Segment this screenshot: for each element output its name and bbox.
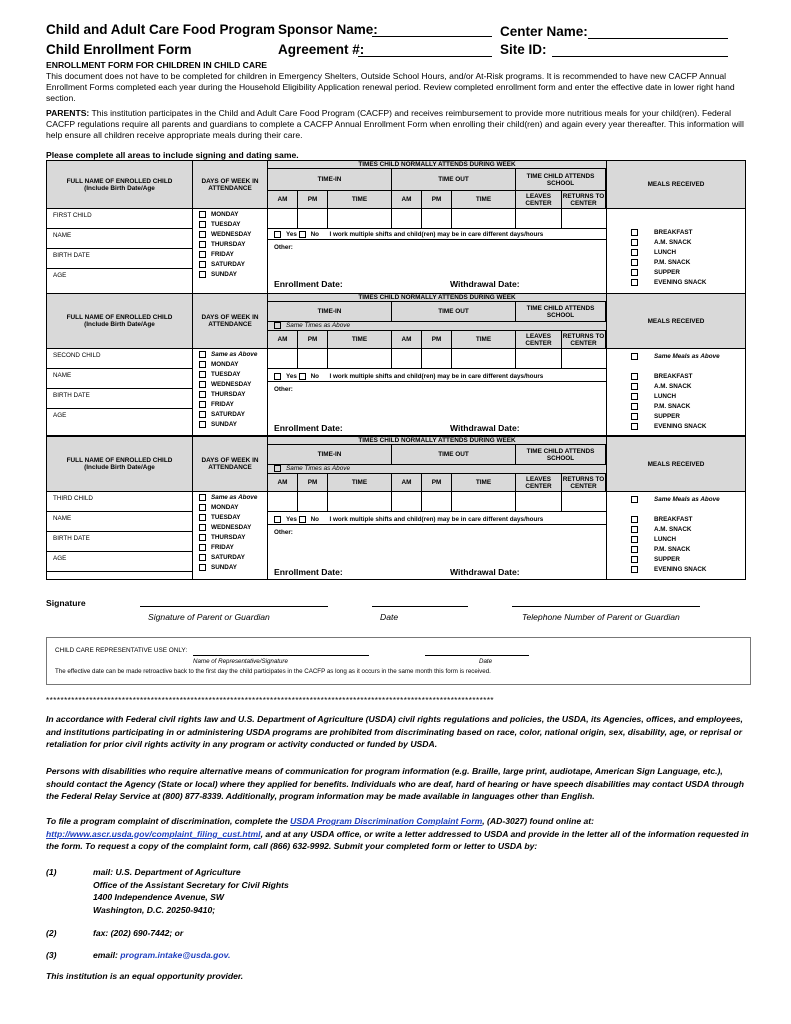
meal-breakfast[interactable]: BREAKFAST bbox=[631, 229, 692, 236]
checkbox[interactable] bbox=[631, 496, 638, 503]
pm-header: PM bbox=[422, 331, 452, 349]
withdrawal-date-label[interactable]: Withdrawal Date: bbox=[450, 279, 520, 289]
leaves-center-header: LEAVES CENTER bbox=[516, 331, 562, 349]
divider bbox=[268, 381, 606, 382]
signature-label: Signature bbox=[46, 598, 86, 608]
shift-row: Yes No I work multiple shifts and child(ren) may be in care different days/hours bbox=[274, 231, 543, 238]
leaves-center-header: LEAVES CENTER bbox=[516, 474, 562, 492]
time-in-am-cell[interactable] bbox=[268, 492, 298, 512]
meal-breakfast[interactable]: BREAKFAST bbox=[631, 516, 692, 523]
form-subtitle: ENROLLMENT FORM FOR CHILDREN IN CHILD CARE bbox=[46, 60, 268, 70]
checkbox[interactable] bbox=[199, 411, 206, 418]
day-wednesday[interactable]: WEDNESDAY bbox=[199, 381, 251, 388]
center-name-label: Center Name: bbox=[500, 24, 588, 39]
representative-box bbox=[46, 637, 751, 685]
day-friday[interactable]: FRIDAY bbox=[199, 544, 234, 551]
rep-date-caption: Date bbox=[479, 658, 493, 665]
agreement-field[interactable] bbox=[358, 42, 492, 57]
day-saturday[interactable]: SATURDAY bbox=[199, 261, 245, 268]
phone-line[interactable] bbox=[512, 594, 700, 607]
birth-date-field[interactable]: BIRTH DATE bbox=[47, 389, 192, 409]
time-in-header: TIME-IN bbox=[268, 445, 392, 465]
days-header: DAYS OF WEEK IN ATTENDANCE bbox=[193, 437, 268, 492]
time-in-cell[interactable] bbox=[328, 349, 392, 369]
time-in-cell[interactable] bbox=[328, 492, 392, 512]
checkbox[interactable] bbox=[199, 371, 206, 378]
checkbox[interactable] bbox=[199, 361, 206, 368]
time-out-cell[interactable] bbox=[452, 492, 516, 512]
checkbox[interactable] bbox=[199, 564, 206, 571]
shift-row: Yes No I work multiple shifts and child(ren) may be in care different days/hours bbox=[274, 516, 543, 523]
returns-center-header: RETURNS TO CENTER bbox=[562, 331, 606, 349]
enrollment-date-label[interactable]: Enrollment Date: bbox=[274, 567, 343, 577]
pm-header: PM bbox=[422, 191, 452, 209]
day-monday[interactable]: MONDAY bbox=[199, 504, 238, 511]
yes-checkbox[interactable] bbox=[274, 373, 281, 380]
time-in-cell[interactable] bbox=[328, 209, 392, 229]
returns-center-cell[interactable] bbox=[562, 492, 606, 512]
am-header: AM bbox=[268, 474, 298, 492]
time-out-header: TIME OUT bbox=[392, 302, 516, 322]
pm-header: PM bbox=[422, 474, 452, 492]
checkbox[interactable] bbox=[631, 403, 638, 410]
checkbox[interactable] bbox=[631, 413, 638, 420]
checkbox[interactable] bbox=[199, 391, 206, 398]
meal-lunch[interactable]: LUNCH bbox=[631, 536, 676, 543]
checkbox[interactable] bbox=[199, 421, 206, 428]
meal-same-as-above[interactable]: Same Meals as Above bbox=[631, 353, 720, 360]
day-thursday[interactable]: THURSDAY bbox=[199, 534, 245, 541]
checkbox[interactable] bbox=[631, 423, 638, 430]
school-header: TIME CHILD ATTENDS SCHOOL bbox=[516, 445, 606, 465]
checkbox[interactable] bbox=[199, 504, 206, 511]
checkbox[interactable] bbox=[199, 554, 206, 561]
meals-header: MEALS RECEIVED bbox=[606, 437, 745, 492]
sponsor-name-field[interactable] bbox=[372, 22, 492, 37]
times-attends-header: TIMES CHILD NORMALLY ATTENDS DURING WEEK bbox=[268, 294, 606, 302]
day-wednesday[interactable]: WEDNESDAY bbox=[199, 524, 251, 531]
meal-am-snack[interactable]: A.M. SNACK bbox=[631, 526, 691, 533]
form-title: Child Enrollment Form bbox=[46, 42, 192, 57]
same-times-row[interactable]: Same Times as Above bbox=[268, 465, 606, 474]
checkbox[interactable] bbox=[631, 516, 638, 523]
withdrawal-date-label[interactable]: Withdrawal Date: bbox=[450, 423, 520, 433]
pm-header: PM bbox=[298, 331, 328, 349]
pm-header: PM bbox=[298, 474, 328, 492]
checkbox[interactable] bbox=[631, 536, 638, 543]
email-line: email: program.intake@usda.gov. bbox=[93, 950, 231, 960]
rep-note: The effective date can be made retroactive back to the first day the child participates in the CACFP as long as it occurs in the same month this form is received. bbox=[55, 668, 491, 675]
time-out-cell[interactable] bbox=[452, 349, 516, 369]
time-in-pm-cell[interactable] bbox=[298, 349, 328, 369]
time-in-pm-cell[interactable] bbox=[298, 492, 328, 512]
complaint-url-link[interactable]: http://www.ascr.usda.gov/complaint_filing_cust.html bbox=[46, 828, 261, 839]
checkbox[interactable] bbox=[631, 353, 638, 360]
day-monday[interactable]: MONDAY bbox=[199, 211, 238, 218]
other-field[interactable]: Other: bbox=[274, 529, 293, 536]
child-block-2 bbox=[46, 293, 746, 436]
meal-pm-snack[interactable]: P.M. SNACK bbox=[631, 403, 690, 410]
disabilities-paragraph: Persons with disabilities who require alternative means of communication for program information (e.g. Braille, large print, audiotape, American Sign Language, etc.), should contact the Agency (State or local) where they applied for benefits. Individuals who are deaf, hard of hearing or have speech disabilities may contact USDA through the Federal Relay Service at (800) 877-8339. Additionally, program information may be made available in languages other than English. bbox=[46, 766, 744, 801]
time-header: TIME bbox=[452, 331, 516, 349]
name-field[interactable]: NAME bbox=[47, 512, 192, 532]
age-field[interactable]: AGE bbox=[53, 272, 67, 279]
checkbox[interactable] bbox=[631, 556, 638, 563]
rep-name-line[interactable] bbox=[193, 646, 369, 656]
times-attends-header: TIMES CHILD NORMALLY ATTENDS DURING WEEK bbox=[268, 161, 606, 169]
yes-checkbox[interactable] bbox=[274, 516, 281, 523]
child-info-column bbox=[47, 349, 193, 435]
returns-center-cell[interactable] bbox=[562, 349, 606, 369]
day-friday[interactable]: FRIDAY bbox=[199, 251, 234, 258]
meal-lunch[interactable]: LUNCH bbox=[631, 393, 676, 400]
checkbox[interactable] bbox=[199, 211, 206, 218]
time-in-header: TIME-IN bbox=[268, 169, 392, 191]
meal-pm-snack[interactable]: P.M. SNACK bbox=[631, 259, 690, 266]
full-name-header: FULL NAME OF ENROLLED CHILD (Include Birth Date/Age bbox=[47, 294, 193, 349]
days-column bbox=[193, 349, 268, 435]
checkbox[interactable] bbox=[199, 241, 206, 248]
meals-column bbox=[606, 349, 745, 435]
separator: **************************************************************************************************************************** bbox=[46, 696, 495, 705]
rep-name-caption: Name of Representative/Signature bbox=[193, 658, 288, 665]
days-header: DAYS OF WEEK IN ATTENDANCE bbox=[193, 161, 268, 209]
child-block-3 bbox=[46, 436, 746, 580]
same-times-row[interactable]: Same Times as Above bbox=[268, 322, 606, 331]
child-label[interactable]: SECOND CHILD bbox=[47, 349, 192, 369]
name-field[interactable]: NAME bbox=[47, 229, 192, 249]
checkbox[interactable] bbox=[199, 544, 206, 551]
divider bbox=[268, 239, 606, 240]
enrollment-date-label[interactable]: Enrollment Date: bbox=[274, 423, 343, 433]
meal-supper[interactable]: SUPPER bbox=[631, 556, 680, 563]
full-name-header: FULL NAME OF ENROLLED CHILD (Include Birth Date/Age bbox=[47, 161, 193, 209]
meal-evening-snack[interactable]: EVENING SNACK bbox=[631, 279, 706, 286]
checkbox[interactable] bbox=[199, 251, 206, 258]
agreement-label: Agreement #: bbox=[278, 42, 365, 57]
email-link[interactable]: program.intake@usda.gov. bbox=[120, 950, 231, 960]
center-name-field[interactable] bbox=[588, 24, 728, 39]
returns-center-header: RETURNS TO CENTER bbox=[562, 191, 606, 209]
site-id-label: Site ID: bbox=[500, 42, 547, 57]
no-checkbox[interactable] bbox=[299, 373, 306, 380]
parents-label: PARENTS: bbox=[46, 108, 90, 118]
age-field[interactable]: AGE bbox=[53, 412, 67, 419]
am-header: AM bbox=[268, 331, 298, 349]
checkbox[interactable] bbox=[631, 239, 638, 246]
parents-paragraph bbox=[46, 108, 746, 141]
meals-header: MEALS RECEIVED bbox=[606, 294, 745, 349]
times-body bbox=[268, 492, 606, 579]
times-body bbox=[268, 209, 606, 293]
time-header: TIME bbox=[328, 474, 392, 492]
time-out-am-cell[interactable] bbox=[392, 349, 422, 369]
checkbox[interactable] bbox=[631, 546, 638, 553]
rep-label: CHILD CARE REPRESENTATIVE USE ONLY: bbox=[55, 647, 188, 654]
meal-lunch[interactable]: LUNCH bbox=[631, 249, 676, 256]
equal-opportunity: This institution is an equal opportunity provider. bbox=[46, 971, 244, 981]
meal-breakfast[interactable]: BREAKFAST bbox=[631, 373, 692, 380]
child-info-column bbox=[47, 209, 193, 293]
checkbox[interactable] bbox=[274, 322, 281, 329]
enrollment-date-label[interactable]: Enrollment Date: bbox=[274, 279, 343, 289]
checkbox[interactable] bbox=[199, 524, 206, 531]
time-out-cell[interactable] bbox=[452, 209, 516, 229]
time-header: TIME bbox=[328, 191, 392, 209]
am-header: AM bbox=[392, 474, 422, 492]
checkbox[interactable] bbox=[199, 381, 206, 388]
meal-pm-snack[interactable]: P.M. SNACK bbox=[631, 546, 690, 553]
age-field[interactable]: AGE bbox=[47, 552, 192, 572]
day-saturday[interactable]: SATURDAY bbox=[199, 554, 245, 561]
day-same-as-above[interactable]: Same as Above bbox=[199, 351, 257, 358]
meal-evening-snack[interactable]: EVENING SNACK bbox=[631, 566, 706, 573]
checkbox[interactable] bbox=[199, 494, 206, 501]
checkbox[interactable] bbox=[199, 534, 206, 541]
pm-header: PM bbox=[298, 191, 328, 209]
time-in-header: TIME-IN bbox=[268, 302, 392, 322]
item-number-1: (1) bbox=[46, 867, 57, 877]
child-info-column bbox=[47, 492, 193, 579]
school-header: TIME CHILD ATTENDS SCHOOL bbox=[516, 169, 606, 191]
time-header: TIME bbox=[452, 191, 516, 209]
time-out-pm-cell[interactable] bbox=[422, 492, 452, 512]
no-checkbox[interactable] bbox=[299, 516, 306, 523]
checkbox[interactable] bbox=[199, 271, 206, 278]
day-thursday[interactable]: THURSDAY bbox=[199, 391, 245, 398]
checkbox[interactable] bbox=[631, 526, 638, 533]
checkbox[interactable] bbox=[199, 261, 206, 268]
am-header: AM bbox=[392, 191, 422, 209]
checkbox[interactable] bbox=[199, 401, 206, 408]
intro-paragraph: This document does not have to be completed for children in Emergency Shelters, Outside School Hours, and/or At-Risk programs. It is recommended to have new CACFP Annual Enrollment Forms completed each year during the Household Eligibility Application renewal period. Review completed enrollment form and enter the effective date in lower right hand section. bbox=[46, 71, 735, 103]
fax-line: fax: (202) 690-7442; or bbox=[93, 928, 184, 938]
parent-signature-caption: Signature of Parent or Guardian bbox=[148, 612, 270, 622]
name-field[interactable]: NAME bbox=[47, 369, 192, 389]
item-number-2: (2) bbox=[46, 928, 57, 938]
program-title: Child and Adult Care Food Program bbox=[46, 22, 276, 37]
divider bbox=[268, 524, 606, 525]
meals-header: MEALS RECEIVED bbox=[606, 161, 745, 209]
day-sunday[interactable]: SUNDAY bbox=[199, 421, 237, 428]
time-in-am-cell[interactable] bbox=[268, 209, 298, 229]
checkbox[interactable] bbox=[631, 249, 638, 256]
checkbox[interactable] bbox=[199, 351, 206, 358]
date-line[interactable] bbox=[372, 594, 468, 607]
meal-am-snack[interactable]: A.M. SNACK bbox=[631, 239, 691, 246]
time-out-pm-cell[interactable] bbox=[422, 349, 452, 369]
returns-center-cell[interactable] bbox=[562, 209, 606, 229]
checkbox[interactable] bbox=[199, 231, 206, 238]
leaves-center-cell[interactable] bbox=[516, 349, 562, 369]
birth-date-field[interactable]: BIRTH DATE bbox=[47, 249, 192, 269]
checkbox[interactable] bbox=[631, 279, 638, 286]
leaves-center-header: LEAVES CENTER bbox=[516, 191, 562, 209]
meal-supper[interactable]: SUPPER bbox=[631, 413, 680, 420]
no-checkbox[interactable] bbox=[299, 231, 306, 238]
checkbox[interactable] bbox=[631, 229, 638, 236]
checkbox[interactable] bbox=[631, 259, 638, 266]
days-column bbox=[193, 209, 268, 293]
time-header: TIME bbox=[452, 474, 516, 492]
checkbox[interactable] bbox=[631, 383, 638, 390]
rep-date-line[interactable] bbox=[425, 646, 529, 656]
item-number-3: (3) bbox=[46, 950, 57, 960]
time-out-header: TIME OUT bbox=[392, 169, 516, 191]
checkbox[interactable] bbox=[199, 221, 206, 228]
complaint-paragraph: To file a program complaint of discrimination, complete the USDA Program Discrimination Complaint Form, (AD-3027) found online at: http://www.ascr.usda.gov/complaint_filing_cust.html, and at any USDA office, or write a letter addressed to USDA and provide in the letter all of the information requested in the form. To request a copy of the complaint form, call (866) 632-9992. Submit your completed form or letter to USDA by: bbox=[46, 816, 749, 851]
complete-instruction: Please complete all areas to include signing and dating same. bbox=[46, 150, 299, 160]
child-label[interactable]: FIRST CHILD bbox=[47, 209, 192, 229]
yes-checkbox[interactable] bbox=[274, 231, 281, 238]
days-header: DAYS OF WEEK IN ATTENDANCE bbox=[193, 294, 268, 349]
day-sunday[interactable]: SUNDAY bbox=[199, 564, 237, 571]
checkbox[interactable] bbox=[199, 514, 206, 521]
checkbox[interactable] bbox=[631, 373, 638, 380]
child-block-1 bbox=[46, 160, 746, 294]
time-header: TIME bbox=[328, 331, 392, 349]
date-caption: Date bbox=[380, 612, 399, 622]
other-field[interactable]: Other: bbox=[274, 244, 293, 251]
day-friday[interactable]: FRIDAY bbox=[199, 401, 234, 408]
time-out-am-cell[interactable] bbox=[392, 492, 422, 512]
birth-date-field[interactable]: BIRTH DATE bbox=[47, 532, 192, 552]
sponsor-name-label: Sponsor Name: bbox=[278, 22, 378, 37]
site-id-field[interactable] bbox=[552, 42, 728, 57]
meal-am-snack[interactable]: A.M. SNACK bbox=[631, 383, 691, 390]
leaves-center-cell[interactable] bbox=[516, 492, 562, 512]
parents-text: This institution participates in the Child and Adult Care Food Program (CACFP) and receives reimbursement to provide more nutritious meals for your child(ren). Federal CACFP regulations require all parents and guardians to complete a CACFP Annual Enrollment Form when enrolling their child(ren) and again every year thereafter. This information will help ensure all children receive appropriate meals during their care. bbox=[46, 108, 744, 140]
day-wednesday[interactable]: WEDNESDAY bbox=[199, 231, 251, 238]
checkbox[interactable] bbox=[631, 566, 638, 573]
day-monday[interactable]: MONDAY bbox=[199, 361, 238, 368]
parent-signature-line[interactable] bbox=[140, 594, 328, 607]
shift-row: Yes No I work multiple shifts and child(ren) may be in care different days/hours bbox=[274, 373, 543, 380]
meals-column bbox=[606, 492, 745, 579]
returns-center-header: RETURNS TO CENTER bbox=[562, 474, 606, 492]
meal-evening-snack[interactable]: EVENING SNACK bbox=[631, 423, 706, 430]
times-attends-header: TIMES CHILD NORMALLY ATTENDS DURING WEEK bbox=[268, 437, 606, 445]
civil-rights-paragraph: In accordance with Federal civil rights law and U.S. Department of Agriculture (USDA) civil rights regulations and policies, the USDA, its Agencies, offices, and employees, and institutions participating in or administering USDA programs are prohibited from discriminating based on race, color, national origin, sex, disability, age, or reprisal or retaliation for prior civil rights activity in any program or activity conducted or funded by USDA. bbox=[46, 714, 743, 749]
time-out-pm-cell[interactable] bbox=[422, 209, 452, 229]
day-tuesday[interactable]: TUESDAY bbox=[199, 221, 241, 228]
checkbox[interactable] bbox=[631, 269, 638, 276]
meals-column bbox=[606, 209, 745, 293]
am-header: AM bbox=[268, 191, 298, 209]
times-body bbox=[268, 349, 606, 435]
form-header bbox=[46, 22, 746, 62]
mail-address: mail: U.S. Department of Agriculture Office of the Assistant Secretary for Civil Rights 1400 Independence Avenue, SW Washington, D.C. 20250-9410; bbox=[93, 867, 289, 915]
other-field[interactable]: Other: bbox=[274, 386, 293, 393]
day-tuesday[interactable]: TUESDAY bbox=[199, 514, 241, 521]
complaint-form-link[interactable]: USDA Program Discrimination Complaint Form bbox=[290, 816, 483, 826]
checkbox[interactable] bbox=[274, 465, 281, 472]
time-in-pm-cell[interactable] bbox=[298, 209, 328, 229]
time-out-am-cell[interactable] bbox=[392, 209, 422, 229]
day-same-as-above[interactable]: Same as Above bbox=[199, 494, 257, 501]
day-saturday[interactable]: SATURDAY bbox=[199, 411, 245, 418]
time-in-am-cell[interactable] bbox=[268, 349, 298, 369]
school-header: TIME CHILD ATTENDS SCHOOL bbox=[516, 302, 606, 322]
day-tuesday[interactable]: TUESDAY bbox=[199, 371, 241, 378]
phone-caption: Telephone Number of Parent or Guardian bbox=[522, 612, 680, 622]
day-thursday[interactable]: THURSDAY bbox=[199, 241, 245, 248]
meal-same-as-above[interactable]: Same Meals as Above bbox=[631, 496, 720, 503]
leaves-center-cell[interactable] bbox=[516, 209, 562, 229]
full-name-header: FULL NAME OF ENROLLED CHILD (Include Birth Date/Age bbox=[47, 437, 193, 492]
day-sunday[interactable]: SUNDAY bbox=[199, 271, 237, 278]
meal-supper[interactable]: SUPPER bbox=[631, 269, 680, 276]
am-header: AM bbox=[392, 331, 422, 349]
checkbox[interactable] bbox=[631, 393, 638, 400]
withdrawal-date-label[interactable]: Withdrawal Date: bbox=[450, 567, 520, 577]
child-label[interactable]: THIRD CHILD bbox=[47, 492, 192, 512]
time-out-header: TIME OUT bbox=[392, 445, 516, 465]
days-column bbox=[193, 492, 268, 579]
